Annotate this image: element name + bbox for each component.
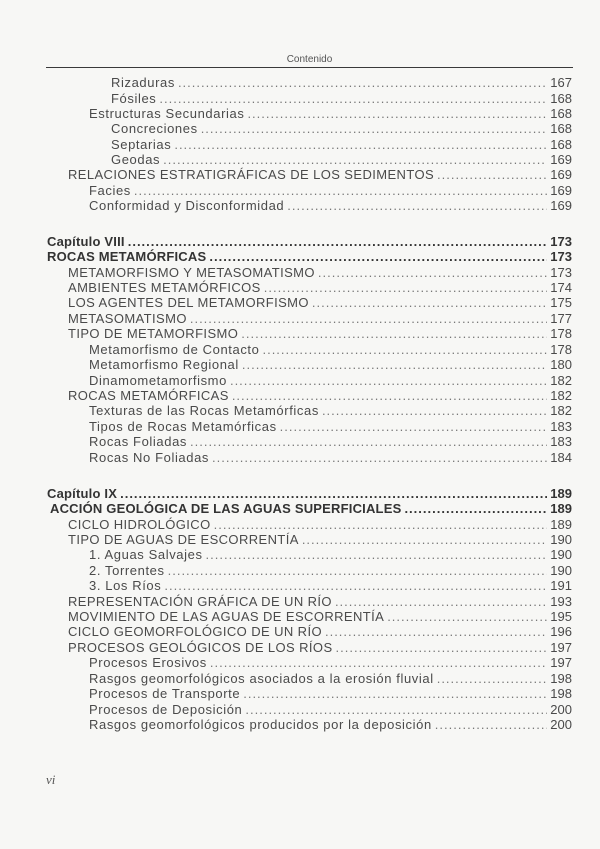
entry-label: 2. Torrentes bbox=[89, 563, 165, 578]
leader-dots bbox=[245, 702, 547, 717]
entry-label: Tipos de Rocas Metamórficas bbox=[89, 419, 277, 434]
chapter-title bbox=[50, 501, 572, 516]
toc-entry bbox=[111, 137, 572, 152]
leader-dots bbox=[302, 532, 547, 547]
leader-dots bbox=[435, 717, 547, 732]
toc-entry bbox=[89, 342, 572, 357]
leader-dots bbox=[264, 280, 547, 295]
toc-entry bbox=[89, 547, 572, 562]
toc-entry bbox=[89, 702, 572, 717]
entry-page: 182 bbox=[550, 373, 572, 388]
entry-label: Rizaduras bbox=[111, 75, 175, 90]
toc-entry bbox=[89, 419, 572, 434]
entry-page: 168 bbox=[550, 121, 572, 136]
entry-page: 200 bbox=[550, 702, 572, 717]
entry-page: 180 bbox=[550, 357, 572, 372]
entry-label: Dinamometamorfismo bbox=[89, 373, 227, 388]
entry-page: 169 bbox=[550, 198, 572, 213]
entry-label: PROCESOS GEOLÓGICOS DE LOS RÍOS bbox=[68, 640, 333, 655]
entry-label: Procesos de Transporte bbox=[89, 686, 241, 701]
entry-label: Estructuras Secundarias bbox=[89, 106, 245, 121]
leader-dots bbox=[336, 640, 547, 655]
entry-label: Capítulo IX bbox=[47, 486, 118, 501]
entry-label: REPRESENTACIÓN GRÁFICA DE UN RÍO bbox=[68, 594, 332, 609]
entry-label: Capítulo VIII bbox=[47, 234, 125, 249]
leader-dots bbox=[280, 419, 547, 434]
entry-label: CICLO GEOMORFOLÓGICO DE UN RÍO bbox=[68, 624, 322, 639]
toc-entry bbox=[68, 295, 572, 310]
toc-entry bbox=[68, 609, 572, 624]
toc-entry bbox=[68, 311, 572, 326]
entry-page: 197 bbox=[550, 640, 572, 655]
entry-page: 169 bbox=[550, 167, 572, 182]
entry-label: Metamorfismo de Contacto bbox=[89, 342, 260, 357]
toc-entry bbox=[89, 717, 572, 732]
entry-page: 197 bbox=[550, 655, 572, 670]
entry-page: 190 bbox=[550, 563, 572, 578]
toc-entry bbox=[89, 198, 572, 213]
toc-entry bbox=[68, 388, 572, 403]
leader-dots bbox=[312, 295, 547, 310]
entry-label: Rasgos geomorfológicos asociados a la erosión fluvial bbox=[89, 671, 434, 686]
entry-label: LOS AGENTES DEL METAMORFISMO bbox=[68, 295, 309, 310]
toc-entry bbox=[111, 75, 572, 90]
leader-dots bbox=[335, 594, 547, 609]
toc-entry bbox=[68, 594, 572, 609]
toc-entry bbox=[89, 655, 572, 670]
entry-page: 173 bbox=[550, 234, 572, 249]
leader-dots bbox=[190, 311, 547, 326]
entry-page: 191 bbox=[550, 578, 572, 593]
entry-page: 168 bbox=[550, 91, 572, 106]
leader-dots bbox=[164, 578, 547, 593]
leader-dots bbox=[174, 137, 547, 152]
entry-page: 196 bbox=[550, 624, 572, 639]
toc-entry bbox=[89, 106, 572, 121]
entry-page: 193 bbox=[550, 594, 572, 609]
entry-page: 195 bbox=[550, 609, 572, 624]
entry-label: TIPO DE AGUAS DE ESCORRENTÍA bbox=[68, 532, 299, 547]
entry-page: 182 bbox=[550, 403, 572, 418]
entry-label: METAMORFISMO Y METASOMATISMO bbox=[68, 265, 315, 280]
chapter-title bbox=[47, 249, 572, 264]
toc-entry bbox=[111, 152, 572, 167]
entry-label: 1. Aguas Salvajes bbox=[89, 547, 203, 562]
toc-entry bbox=[68, 326, 572, 341]
leader-dots bbox=[232, 388, 547, 403]
entry-page: 182 bbox=[550, 388, 572, 403]
leader-dots bbox=[262, 342, 547, 357]
entry-page: 177 bbox=[550, 311, 572, 326]
leader-dots bbox=[134, 183, 547, 198]
entry-page: 184 bbox=[550, 450, 572, 465]
leader-dots bbox=[325, 624, 547, 639]
entry-page: 189 bbox=[550, 501, 572, 516]
leader-dots bbox=[214, 517, 547, 532]
leader-dots bbox=[322, 403, 547, 418]
leader-dots bbox=[168, 563, 547, 578]
entry-label: Facies bbox=[89, 183, 131, 198]
entry-page: 189 bbox=[550, 517, 572, 532]
leader-dots bbox=[243, 686, 547, 701]
entry-page: 169 bbox=[550, 152, 572, 167]
entry-label: Metamorfismo Regional bbox=[89, 357, 239, 372]
entry-page: 168 bbox=[550, 106, 572, 121]
toc-entry bbox=[89, 671, 572, 686]
toc-entry bbox=[68, 624, 572, 639]
leader-dots bbox=[437, 671, 547, 686]
entry-page: 200 bbox=[550, 717, 572, 732]
chapter-heading bbox=[47, 234, 572, 249]
toc-entry bbox=[111, 91, 572, 106]
leader-dots bbox=[209, 249, 547, 264]
entry-label: ROCAS METAMÓRFICAS bbox=[68, 388, 229, 403]
entry-page: 198 bbox=[550, 686, 572, 701]
entry-label: TIPO DE METAMORFISMO bbox=[68, 326, 239, 341]
entry-page: 168 bbox=[550, 137, 572, 152]
toc-entry bbox=[89, 183, 572, 198]
toc-entry bbox=[68, 265, 572, 280]
running-header: Contenido bbox=[286, 54, 333, 65]
entry-label: AMBIENTES METAMÓRFICOS bbox=[68, 280, 261, 295]
entry-page: 175 bbox=[550, 295, 572, 310]
entry-label: Conformidad y Disconformidad bbox=[89, 198, 285, 213]
entry-page: 190 bbox=[550, 532, 572, 547]
entry-label: ROCAS METAMÓRFICAS bbox=[47, 249, 207, 264]
entry-label: Texturas de las Rocas Metamórficas bbox=[89, 403, 319, 418]
entry-label: CICLO HIDROLÓGICO bbox=[68, 517, 211, 532]
leader-dots bbox=[128, 234, 547, 249]
toc-entry bbox=[111, 121, 572, 136]
entry-page: 183 bbox=[550, 419, 572, 434]
entry-label: METASOMATISMO bbox=[68, 311, 187, 326]
leader-dots bbox=[206, 547, 547, 562]
toc-entry bbox=[68, 640, 572, 655]
toc-entry bbox=[89, 373, 572, 388]
leader-dots bbox=[159, 91, 547, 106]
entry-page: 178 bbox=[550, 326, 572, 341]
toc-entry bbox=[68, 167, 572, 182]
leader-dots bbox=[201, 121, 547, 136]
entry-page: 174 bbox=[550, 280, 572, 295]
entry-label: Rocas No Foliadas bbox=[89, 450, 210, 465]
entry-label: ACCIÓN GEOLÓGICA DE LAS AGUAS SUPERFICIALES bbox=[50, 501, 402, 516]
leader-dots bbox=[190, 434, 547, 449]
toc-entry bbox=[89, 686, 572, 701]
leader-dots bbox=[387, 609, 547, 624]
toc-entry bbox=[89, 578, 572, 593]
leader-dots bbox=[212, 450, 547, 465]
leader-dots bbox=[287, 198, 547, 213]
leader-dots bbox=[242, 357, 547, 372]
toc-entry bbox=[68, 517, 572, 532]
leader-dots bbox=[120, 486, 547, 501]
entry-label: RELACIONES ESTRATIGRÁFICAS DE LOS SEDIMENTOS bbox=[68, 167, 435, 182]
chapter-heading bbox=[47, 486, 572, 501]
leader-dots bbox=[318, 265, 547, 280]
header-rule bbox=[46, 67, 573, 68]
toc-entry bbox=[89, 434, 572, 449]
toc-entry bbox=[89, 563, 572, 578]
entry-label: Procesos de Deposición bbox=[89, 702, 243, 717]
leader-dots bbox=[178, 75, 547, 90]
entry-label: Procesos Erosivos bbox=[89, 655, 207, 670]
leader-dots bbox=[404, 501, 547, 516]
toc-entry bbox=[68, 280, 572, 295]
leader-dots bbox=[210, 655, 547, 670]
leader-dots bbox=[241, 326, 547, 341]
entry-label: Geodas bbox=[111, 152, 161, 167]
entry-label: Rocas Foliadas bbox=[89, 434, 187, 449]
entry-page: 167 bbox=[550, 75, 572, 90]
entry-label: Concreciones bbox=[111, 121, 198, 136]
entry-page: 173 bbox=[550, 249, 572, 264]
toc-entry bbox=[89, 403, 572, 418]
entry-page: 183 bbox=[550, 434, 572, 449]
entry-label: Fósiles bbox=[111, 91, 157, 106]
entry-label: Septarias bbox=[111, 137, 172, 152]
leader-dots bbox=[247, 106, 547, 121]
toc-entry bbox=[89, 357, 572, 372]
entry-label: Rasgos geomorfológicos producidos por la deposición bbox=[89, 717, 432, 732]
entry-page: 198 bbox=[550, 671, 572, 686]
entry-label: MOVIMIENTO DE LAS AGUAS DE ESCORRENTÍA bbox=[68, 609, 385, 624]
entry-page: 189 bbox=[550, 486, 572, 501]
entry-label: 3. Los Ríos bbox=[89, 578, 162, 593]
entry-page: 190 bbox=[550, 547, 572, 562]
leader-dots bbox=[230, 373, 547, 388]
entry-page: 178 bbox=[550, 342, 572, 357]
toc-entry bbox=[68, 532, 572, 547]
entry-page: 173 bbox=[550, 265, 572, 280]
leader-dots bbox=[437, 167, 547, 182]
toc-entry bbox=[89, 450, 572, 465]
entry-page: 169 bbox=[550, 183, 572, 198]
leader-dots bbox=[163, 152, 547, 167]
page-number: vi bbox=[46, 772, 56, 787]
